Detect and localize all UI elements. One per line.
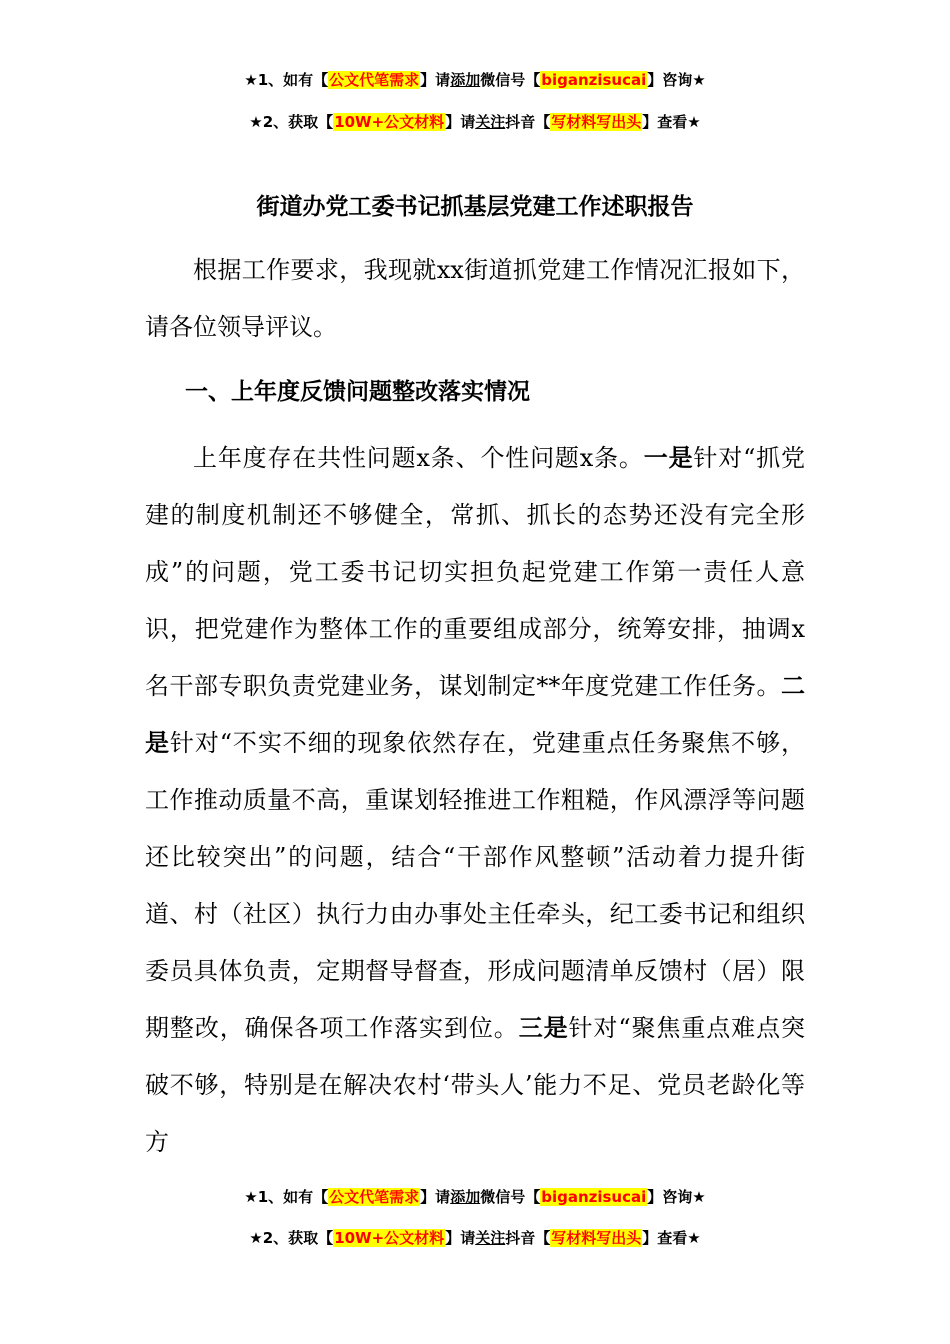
underlined-action: 关注 — [475, 113, 506, 131]
footer-banner-line-2 — [0, 1226, 950, 1250]
banner-text: 】请 — [420, 1188, 451, 1206]
banner-text: ★1、如有【 — [244, 71, 329, 89]
underlined-action: 关注 — [475, 1229, 506, 1247]
banner-text: 】咨询★ — [647, 71, 706, 89]
highlighted-douyin-account: 写材料写出头 — [551, 113, 642, 131]
paragraph-text: 上年度存在共性问题x条、个性问题x条。 — [193, 444, 644, 472]
header-banner-line-1 — [0, 68, 950, 92]
banner-text: 抖音【 — [505, 1229, 551, 1247]
point-marker-3: 三是 — [518, 1014, 569, 1042]
banner-text: ★1、如有【 — [244, 1188, 329, 1206]
banner-text: ★2、获取【 — [249, 1229, 334, 1247]
document-title: 街道办党工委书记抓基层党建工作述职报告 — [256, 194, 694, 220]
underlined-action: 添加 — [450, 1188, 481, 1206]
paragraph-text: 针对“不实不细的现象依然存在，党建重点任务聚焦不够，工作推动质量不高，重谋划轻推进工作粗糙，作风漂浮等问题还比较突出”的问题，结合“干部作风整顿”活动着力提升街道、村（社区）执行力由办事处主任牵头，纪工委书记和组织委员具体负责，定期督导督查，形成问题清单反馈村（居）限期整改，确保各项工作落实到位。 — [145, 729, 805, 1042]
banner-text: 】请 — [420, 71, 451, 89]
header-banner-line-2 — [0, 110, 950, 134]
point-marker-2: 二是 — [145, 672, 805, 757]
banner-text: 】查看★ — [642, 113, 701, 131]
highlighted-service: 公文代笔需求 — [329, 71, 420, 89]
banner-text: 】咨询★ — [647, 1188, 706, 1206]
banner-text: ★2、获取【 — [249, 113, 334, 131]
highlighted-wechat-id: biganzisucai — [541, 1188, 647, 1206]
highlighted-douyin-account: 写材料写出头 — [551, 1229, 642, 1247]
underlined-action: 添加 — [450, 71, 481, 89]
section-1-paragraph — [145, 430, 805, 1171]
banner-text: 】查看★ — [642, 1229, 701, 1247]
highlighted-materials: 10W+公文材料 — [334, 113, 445, 131]
banner-text: 抖音【 — [505, 113, 551, 131]
banner-text: 】请 — [445, 1229, 476, 1247]
banner-text: 微信号【 — [480, 71, 541, 89]
banner-text: 】请 — [445, 113, 476, 131]
highlighted-service: 公文代笔需求 — [329, 1188, 420, 1206]
intro-paragraph: 根据工作要求，我现就xx街道抓党建工作情况汇报如下，请各位领导评议。 — [145, 256, 805, 341]
paragraph-text: 针对“聚焦重点难点突破不够，特别是在解决农村‘带头人’能力不足、党员老龄化等方 — [145, 1014, 805, 1156]
footer-banner-line-1 — [0, 1185, 950, 1209]
paragraph-text: 针对“抓党建的制度机制还不够健全，常抓、抓长的态势还没有完全形成”的问题，党工委书记切实担负起党建工作第一责任人意识，把党建作为整体工作的重要组成部分，统筹安排，抽调x名干部专职负责党建业务，谋划制定**年度党建工作任务。 — [145, 444, 805, 700]
highlighted-wechat-id: biganzisucai — [541, 71, 647, 89]
point-marker-1: 一是 — [643, 444, 694, 472]
banner-text: 微信号【 — [480, 1188, 541, 1206]
highlighted-materials: 10W+公文材料 — [334, 1229, 445, 1247]
section-1-heading: 一、上年度反馈问题整改落实情况 — [185, 379, 530, 405]
